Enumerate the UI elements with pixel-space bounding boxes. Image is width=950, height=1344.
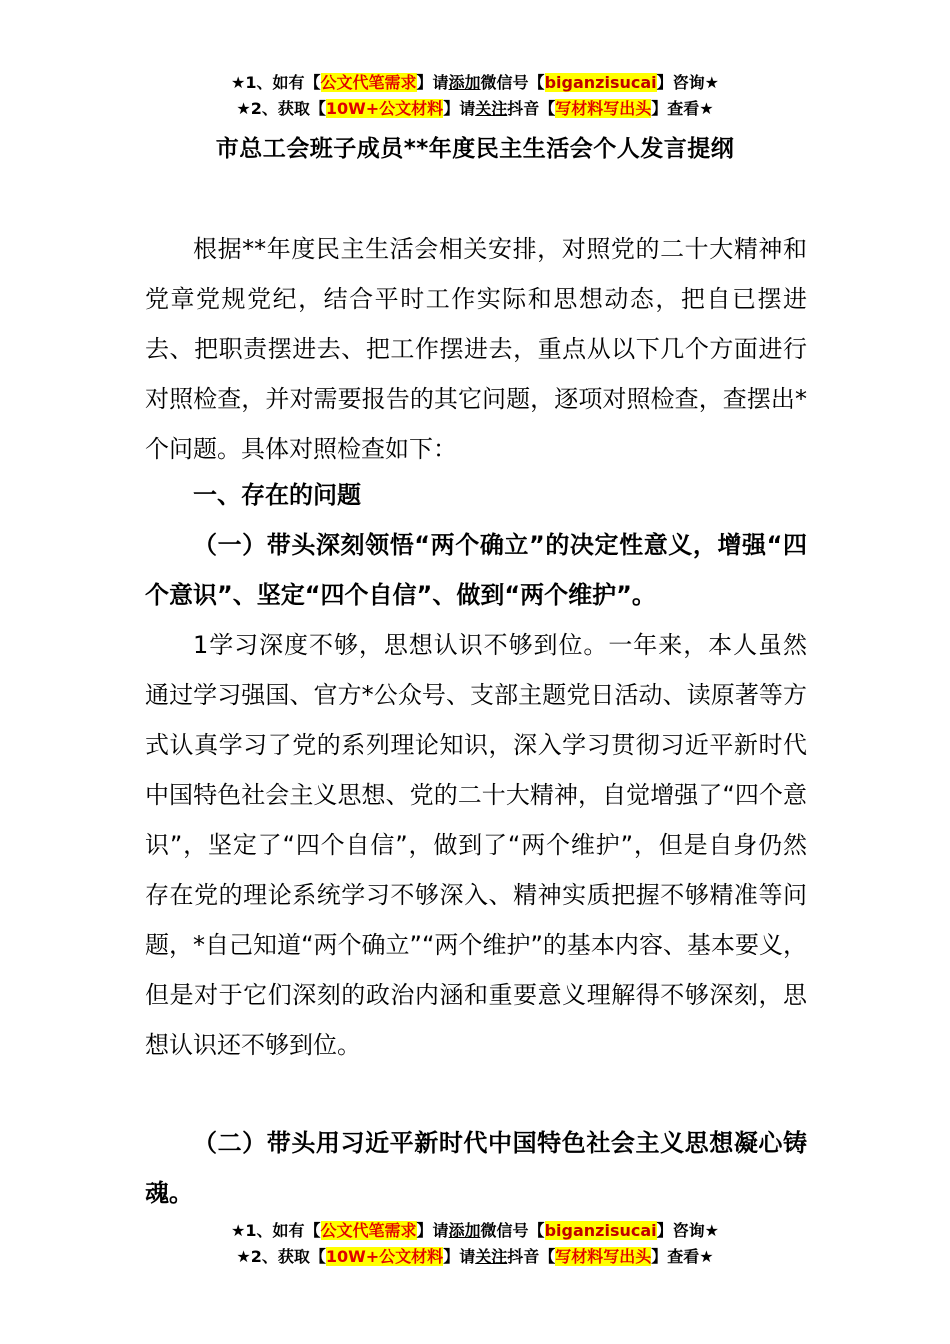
- douyin-id: 写材料写出头: [555, 1247, 652, 1266]
- subsection-heading: （一）带头深刻领悟“两个确立”的决定性意义，增强“四个意识”、坚定“四个自信”、做到“两个维护”。: [145, 531, 807, 609]
- intro-paragraph: 根据**年度民主生活会相关安排，对照党的二十大精神和党章党规党纪，结合平时工作实际和思想动态，把自已摆进去、把职责摆进去、把工作摆进去，重点从以下几个方面进行对照检查，并对需要报告的其它问题，逐项对照检查，查摆出*个问题。具体对照检查如下：: [145, 235, 807, 463]
- douyin-id: 写材料写出头: [555, 99, 652, 118]
- promo-highlight: 公文代笔需求: [320, 73, 417, 92]
- promo-line-1: ★1、如有【公文代笔需求】请添加微信号【biganzisucai】咨询★: [231, 1221, 719, 1240]
- document-title: 市总工会班子成员**年度民主生活会个人发言提纲: [215, 136, 735, 162]
- header-promo-banner: [0, 70, 950, 122]
- item-paragraph: 1学习深度不够，思想认识不够到位。一年来，本人虽然通过学习强国、官方*公众号、支部主题党日活动、读原著等方式认真学习了党的系列理论知识，深入学习贯彻习近平新时代中国特色社会主义思想、党的二十大精神，自觉增强了“四个意识”，坚定了“四个自信”，做到了“两个维护”，但是自身仍然存在党的理论系统学习不够深入、精神实质把握不够精准等问题，*自己知道“两个确立”“两个维护”的基本内容、基本要义，但是对于它们深刻的政治内涵和重要意义理解得不够深刻，思想认识还不够到位。: [145, 631, 807, 1059]
- wechat-id: biganzisucai: [544, 1221, 657, 1240]
- promo-line-2: ★2、获取【10W+公文材料】请关注抖音【写材料写出头】查看★: [236, 1247, 714, 1266]
- promo-highlight: 10W+公文材料: [325, 99, 444, 118]
- promo-line-2: ★2、获取【10W+公文材料】请关注抖音【写材料写出头】查看★: [236, 99, 714, 118]
- wechat-id: biganzisucai: [544, 73, 657, 92]
- promo-highlight: 10W+公文材料: [325, 1247, 444, 1266]
- footer-promo-banner: [0, 1218, 950, 1270]
- section-heading: 一、存在的问题: [193, 481, 361, 509]
- promo-highlight: 公文代笔需求: [320, 1221, 417, 1240]
- promo-line-1: ★1、如有【公文代笔需求】请添加微信号【biganzisucai】咨询★: [231, 73, 719, 92]
- subsection-heading-2: （二）带头用习近平新时代中国特色社会主义思想凝心铸魂。: [145, 1129, 807, 1207]
